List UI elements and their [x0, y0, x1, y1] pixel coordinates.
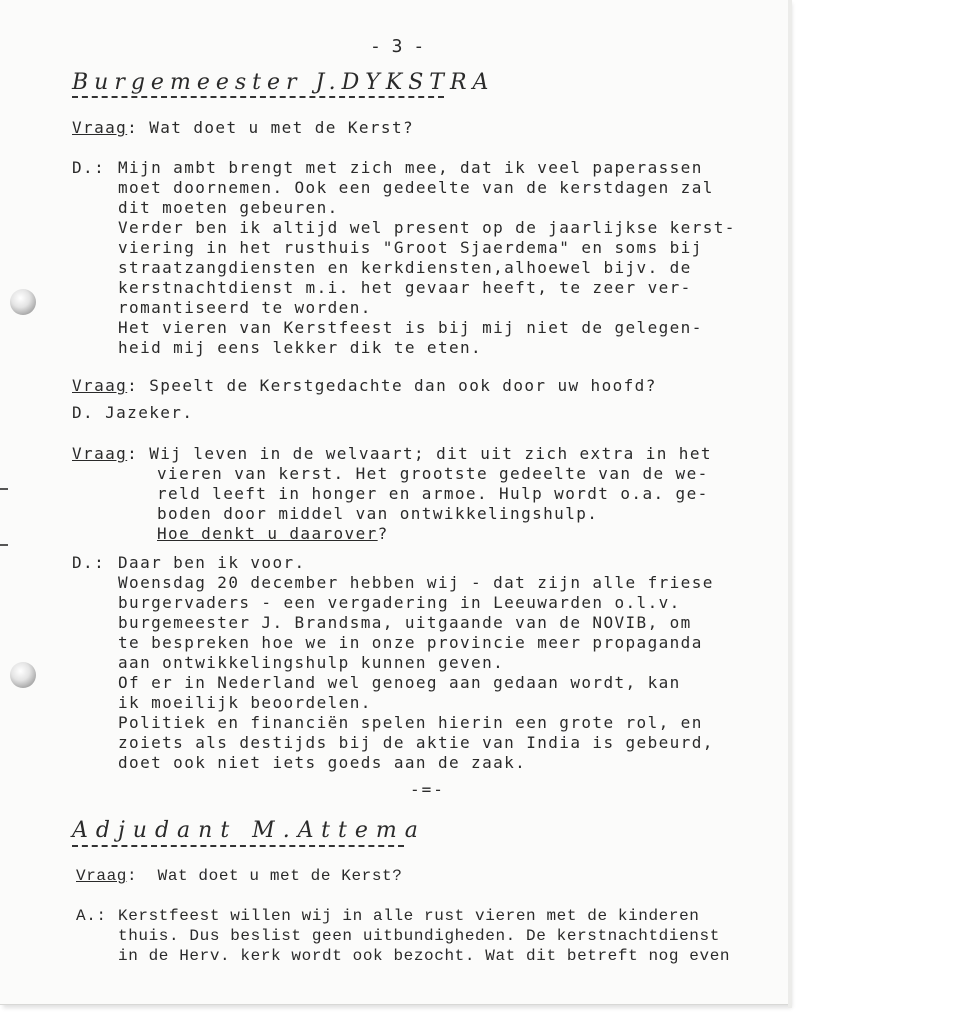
question-label: Vraag — [76, 867, 128, 885]
punch-hole-bottom — [10, 662, 36, 688]
answer-line: doet ook niet iets goeds aan de zaak. — [118, 753, 527, 772]
answer-label: D.: — [72, 553, 106, 572]
answer-line: Mijn ambt brengt met zich mee, dat ik veel paperassen — [118, 158, 703, 177]
question-3 — [72, 444, 712, 464]
answer-line: Verder ben ik altijd wel present op de jaarlijkse kerst- — [118, 218, 736, 237]
section-heading-attema: Adjudant M.Attema — [72, 818, 426, 843]
answer-line: straatzangdiensten en kerkdiensten,alhoewel bijv. de — [118, 258, 692, 277]
answer-line: Of er in Nederland wel genoeg aan gedaan wordt, kan — [118, 673, 681, 692]
answer-line: Woensdag 20 december hebben wij - dat zijn alle friese — [118, 573, 714, 592]
question-line: reld leeft in honger en armoe. Hulp wordt o.a. ge- — [157, 484, 709, 503]
punch-hole-top — [10, 289, 36, 315]
question-line — [157, 524, 709, 544]
answer-line: heid mij eens lekker dik te eten. — [118, 338, 483, 357]
answer-2: D. Jazeker. — [72, 403, 194, 422]
question-text: : Wij leven in de welvaart; dit uit zich extra in het — [127, 444, 712, 463]
question-text: : Wat doet u met de Kerst? — [127, 867, 403, 885]
question-line: vieren van kerst. Het grootste gedeelte van de we- — [157, 464, 709, 483]
question-line: boden door middel van ontwikkelingshulp. — [157, 504, 599, 523]
answer-line: thuis. Dus beslist geen uitbundigheden. De kerstnachtdienst — [118, 927, 720, 945]
margin-mark — [0, 544, 8, 546]
answer-label: D.: — [72, 158, 106, 177]
question-label: Vraag — [72, 444, 128, 463]
question-text: : Wat doet u met de Kerst? — [127, 118, 415, 137]
answer-line: Het vieren van Kerstfeest is bij mij niet de gelegen- — [118, 318, 703, 337]
answer-line: moet doornemen. Ook een gedeelte van de kerstdagen zal — [118, 178, 714, 197]
question-label: Vraag — [72, 376, 128, 395]
question-2 — [72, 376, 657, 396]
margin-mark — [0, 488, 8, 490]
answer-line: zoiets als destijds bij de aktie van India is gebeurd, — [118, 733, 714, 752]
answer-line: te bespreken hoe we in onze provincie meer propaganda — [118, 633, 703, 652]
answer-line: kerstnachtdienst m.i. het gevaar heeft, te zeer ver- — [118, 278, 692, 297]
heading-underline — [72, 96, 444, 98]
question-1 — [72, 118, 414, 138]
question-attema — [76, 866, 402, 886]
section-heading-dykstra: Burgemeester J.DYKSTRA — [72, 70, 495, 95]
answer-attema — [118, 906, 730, 966]
answer-line: aan ontwikkelingshulp kunnen geven. — [118, 653, 505, 672]
answer-label: A.: — [76, 907, 107, 925]
answer-line: Kerstfeest willen wij in alle rust vieren met de kinderen — [118, 907, 700, 925]
underlined-question: Hoe denkt u daarover — [157, 524, 378, 543]
answer-line: Politiek en financiën spelen hierin een grote rol, en — [118, 713, 703, 732]
answer-line: Daar ben ik voor. — [118, 553, 306, 572]
page-number: - 3 - — [370, 36, 425, 57]
section-separator: -=- — [410, 780, 445, 799]
answer-line: dit moeten gebeuren. — [118, 198, 339, 217]
question-3-continued — [157, 464, 709, 544]
question-mark: ? — [377, 524, 389, 543]
answer-line: burgemeester J. Brandsma, uitgaande van de NOVIB, om — [118, 613, 692, 632]
question-label: Vraag — [72, 118, 128, 137]
answer-line: burgervaders - een vergadering in Leeuwarden o.l.v. — [118, 593, 681, 612]
answer-line: ik moeilijk beoordelen. — [118, 693, 372, 712]
heading-underline — [72, 845, 404, 847]
answer-line: viering in het rusthuis "Groot Sjaerdema" en soms bij — [118, 238, 703, 257]
page-edge — [788, 0, 792, 1008]
answer-1 — [118, 158, 736, 358]
answer-line: in de Herv. kerk wordt ook bezocht. Wat dit betreft nog even — [118, 947, 731, 965]
answer-3 — [118, 553, 714, 773]
answer-line: romantiseerd te worden. — [118, 298, 372, 317]
question-text: : Speelt de Kerstgedachte dan ook door uw hoofd? — [127, 376, 657, 395]
